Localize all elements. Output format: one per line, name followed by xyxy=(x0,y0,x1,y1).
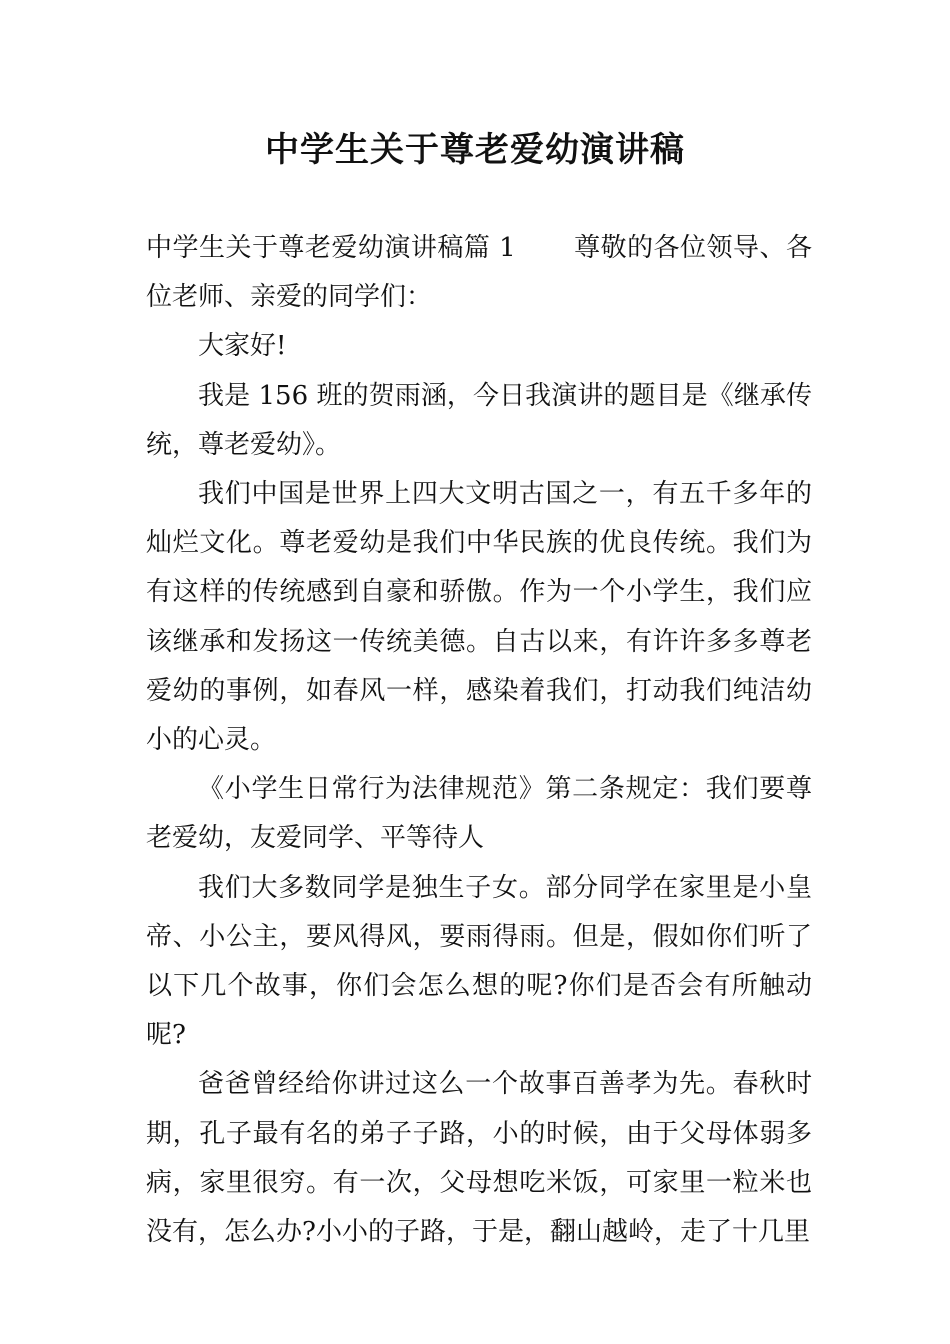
paragraph-story: 爸爸曾经给你讲过这么一个故事百善孝为先。春秋时期，孔子最有名的弟子子路，小的时候，由于父母体弱多病，家里很穷。有一次，父母想吃米饭，可家里一粒米也没有，怎么办?小小的子路，于是，翻山越岭，走了十几里 xyxy=(146,1069,812,1248)
paragraph-tradition: 我们中国是世界上四大文明古国之一，有五千多年的灿烂文化。尊老爱幼是我们中华民族的优良传统。我们为有这样的传统感到自豪和骄傲。作为一个小学生，我们应该继承和发扬这一传统美德。自古以来，有许许多多尊老爱幼的事例，如春风一样，感染着我们，打动我们纯洁幼小的心灵。 xyxy=(146,479,812,756)
document-body xyxy=(146,224,812,1257)
paragraph-rules: 《小学生日常行为法律规范》第二条规定：我们要尊老爱幼，友爱同学、平等待人 xyxy=(146,774,812,854)
paragraph-only-children: 我们大多数同学是独生子女。部分同学在家里是小皇帝、小公主，要风得风，要雨得雨。但是，假如你们听了以下几个故事，你们会怎么想的呢?你们是否会有所触动呢? xyxy=(146,872,812,1051)
heading-paragraph xyxy=(146,224,812,322)
section-heading: 中学生关于尊老爱幼演讲稿篇 1 xyxy=(146,233,516,263)
salutation: 尊敬的各位领导、各位老师、亲爱的同学们： xyxy=(146,233,812,313)
paragraph-greeting: 大家好! xyxy=(198,331,287,362)
document-title: 中学生关于尊老爱幼演讲稿 xyxy=(265,130,685,170)
paragraph-intro: 我是 156 班的贺雨涵，今日我演讲的题目是《继承传统，尊老爱幼》。 xyxy=(146,380,812,460)
